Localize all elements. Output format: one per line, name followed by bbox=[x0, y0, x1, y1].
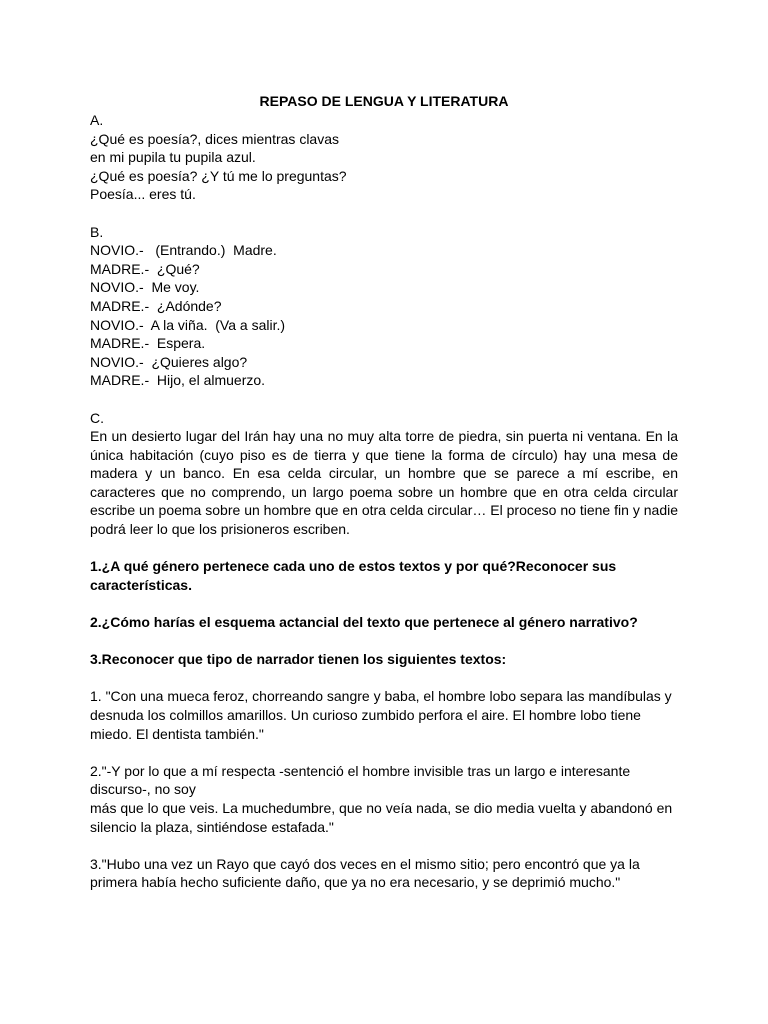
section-a-label: A. bbox=[90, 112, 104, 128]
question-3: 3.Reconocer que tipo de narrador tienen los siguientes textos: bbox=[90, 651, 507, 668]
text-excerpt-1: 1. "Con una mueca feroz, chorreando sangre y baba, el hombre lobo separa las mandíbulas y desnuda los colmillos amarillos. Un curioso zumbido perfora el aire. El hombre lobo tiene miedo. El dentista también." bbox=[90, 688, 672, 742]
section-c bbox=[90, 409, 678, 539]
dialogue-line: NOVIO.- A la viña. (Va a salir.) bbox=[90, 316, 286, 333]
blank-line bbox=[90, 539, 678, 558]
section-a bbox=[90, 111, 678, 204]
poem-line: ¿Qué es poesía? ¿Y tú me lo preguntas? bbox=[90, 167, 347, 184]
narrative-paragraph: En un desierto lugar del Irán hay una no muy alta torre de piedra, sin puerta ni ventana. En la única habitación (cuyo piso es de tierra y que tiene la forma de círculo) hay una mesa de madera y un banco. En esa celda circular, un hombre que se parece a mí escribe, en caracteres que no comprendo, un largo poema sobre un hombre que en otra celda circular escribe un poema sobre un hombre que en otra celda circular… El proceso no tiene fin y nadie podrá leer lo que los prisioneros escriben. bbox=[90, 428, 678, 538]
poem-line: Poesía... eres tú. bbox=[90, 186, 196, 203]
question-2: 2.¿Cómo harías el esquema actancial del texto que pertenece al género narrativo? bbox=[90, 614, 638, 631]
section-b-label: B. bbox=[90, 223, 104, 240]
dialogue-line: NOVIO.- Me voy. bbox=[90, 279, 200, 296]
section-c-label: C. bbox=[90, 409, 104, 426]
dialogue-line: MADRE.- Hijo, el almuerzo. bbox=[90, 372, 266, 389]
document-title: REPASO DE LENGUA Y LITERATURA bbox=[259, 93, 509, 109]
blank-line bbox=[90, 390, 678, 409]
text-excerpt-3: 3."Hubo una vez un Rayo que cayó dos veces en el mismo sitio; pero encontró que ya la primera había hecho suficiente daño, que ya no era necesario, y se deprimió mucho." bbox=[90, 855, 640, 891]
text-excerpt-2-line-1: 2."-Y por lo que a mí respecta -sentenció el hombre invisible tras un largo e interesante discurso-, no soy bbox=[90, 762, 631, 798]
blank-line bbox=[90, 743, 678, 762]
blank-line bbox=[90, 594, 678, 613]
dialogue-line: MADRE.- Espera. bbox=[90, 335, 206, 352]
poem-line: en mi pupila tu pupila azul. bbox=[90, 149, 256, 166]
text-excerpt-2-line-2: más que lo que veis. La muchedumbre, que no veía nada, se dio media vuelta y abandonó en silencio la plaza, sintiéndose estafada." bbox=[90, 799, 673, 835]
dialogue-line: MADRE.- ¿Adónde? bbox=[90, 297, 222, 314]
blank-line bbox=[90, 204, 678, 223]
dialogue-line: NOVIO.- (Entrando.) Madre. bbox=[90, 242, 277, 259]
section-b bbox=[90, 223, 678, 390]
document-page bbox=[90, 92, 678, 892]
blank-line bbox=[90, 669, 678, 688]
blank-line bbox=[90, 836, 678, 855]
dialogue-line: MADRE.- ¿Qué? bbox=[90, 260, 200, 277]
blank-line bbox=[90, 632, 678, 651]
question-1: 1.¿A qué género pertenece cada uno de estos textos y por qué?Reconocer sus características. bbox=[90, 558, 617, 593]
poem-line: ¿Qué es poesía?, dices mientras clavas bbox=[90, 130, 340, 147]
dialogue-line: NOVIO.- ¿Quieres algo? bbox=[90, 353, 248, 370]
